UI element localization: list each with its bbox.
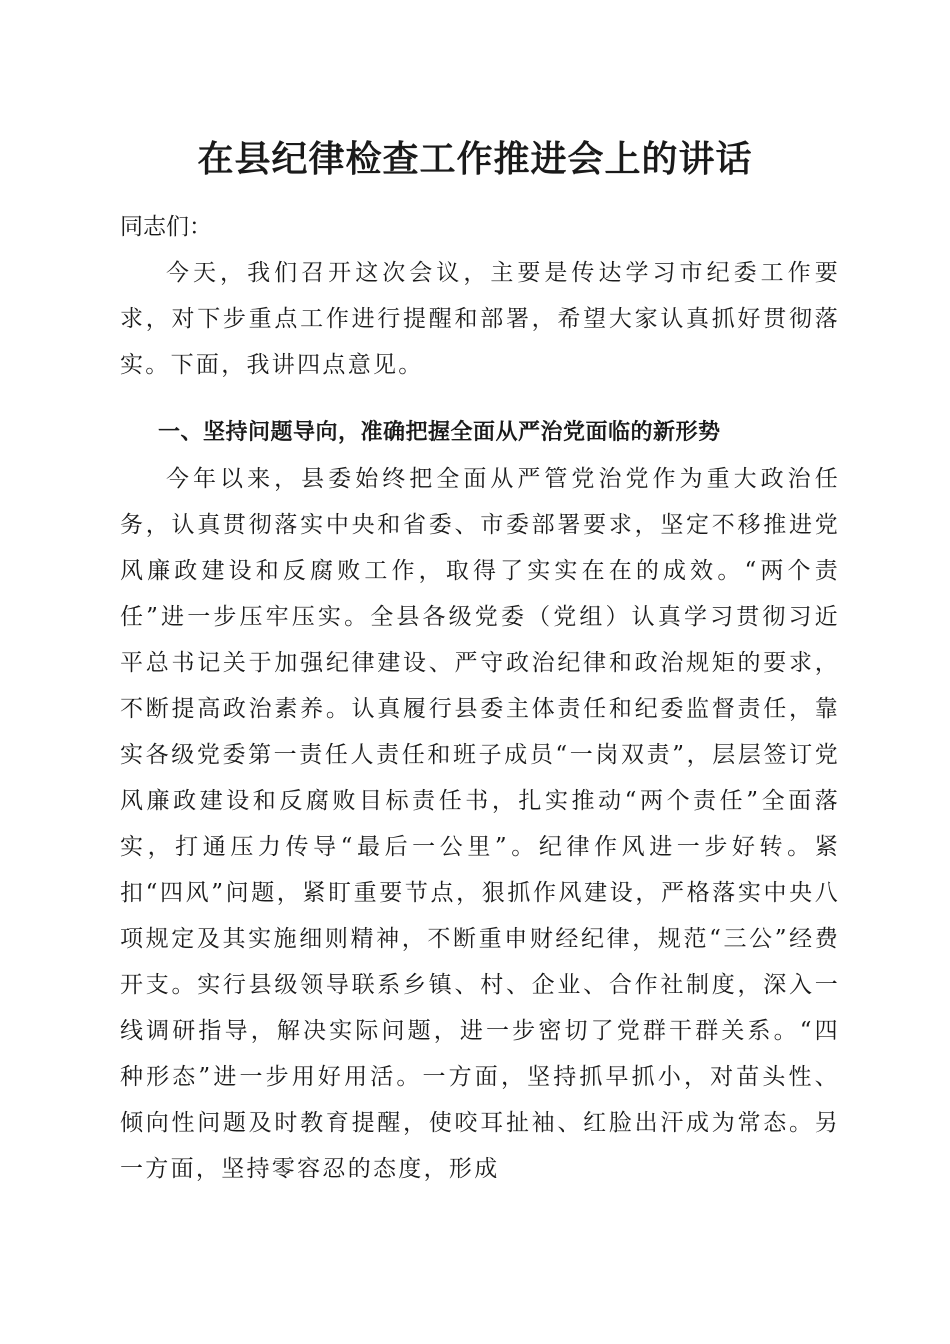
- intro-paragraph: 今天，我们召开这次会议，主要是传达学习市纪委工作要求，对下步重点工作进行提醒和部署，希望大家认真抓好贯彻落实。下面，我讲四点意见。: [120, 260, 840, 378]
- document-title: 在县纪律检查工作推进会上的讲话: [197, 138, 753, 180]
- section-1-heading: 一、坚持问题导向，准确把握全面从严治党面临的新形势: [158, 420, 721, 445]
- section-1-paragraph: 今年以来，县委始终把全面从严管党治党作为重大政治任务，认真贯彻落实中央和省委、市委部署要求，坚定不移推进党风廉政建设和反腐败工作，取得了实实在在的成效。“两个责任”进一步压牢压实。全县各级党委（党组）认真学习贯彻习近平总书记关于加强纪律建设、严守政治纪律和政治规矩的要求，不断提高政治素养。认真履行县委主体责任和纪委监督责任，靠实各级党委第一责任人责任和班子成员“一岗双责”，层层签订党风廉政建设和反腐败目标责任书，扎实推动“两个责任”全面落实，打通压力传导“最后一公里”。纪律作风进一步好转。紧扣“四风”问题，紧盯重要节点，狠抓作风建设，严格落实中央八项规定及其实施细则精神，不断重申财经纪律，规范“三公”经费开支。实行县级领导联系乡镇、村、企业、合作社制度，深入一线调研指导，解决实际问题，进一步密切了党群干群关系。“四种形态”进一步用好用活。一方面，坚持抓早抓小，对苗头性、倾向性问题及时教育提醒，使咬耳扯袖、红脸出汗成为常态。另一方面，坚持零容忍的态度，形成: [120, 466, 840, 1182]
- salutation: 同志们：: [120, 214, 212, 240]
